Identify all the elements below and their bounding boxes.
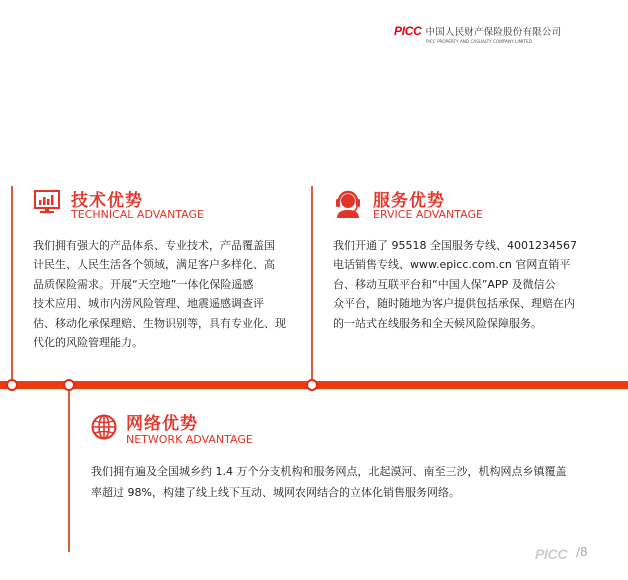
network-subtitle: NETWORK ADVANTAGE <box>126 433 253 446</box>
picc-logo: PICC <box>394 24 422 38</box>
header-logo-row <box>394 24 594 38</box>
technical-body <box>33 236 286 352</box>
footer-picc-logo: PICC <box>535 546 568 562</box>
network-body <box>91 461 566 503</box>
service-line: 我们开通了 95518 全国服务专线、4001234567 <box>333 239 577 252</box>
technical-title: 技术优势 <box>71 191 143 211</box>
technical-line: 我们拥有强大的产品体系、专业技术，产品覆盖国 <box>33 239 275 252</box>
globe-icon <box>91 414 117 440</box>
company-name-en: PICC PROPERTY AND CASUALTY COMPANY LIMITED <box>426 39 532 44</box>
service-subtitle: ERVICE ADVANTAGE <box>373 208 483 221</box>
service-body <box>333 236 577 333</box>
timeline-dot <box>306 379 318 391</box>
service-line: 台、移动互联平台和“中国人保”APP 及微信公 <box>333 277 556 291</box>
company-name-cn: 中国人民财产保险股份有限公司 <box>425 27 562 38</box>
service-line: 电话销售专线、www.epicc.com.cn 官网直销平 <box>333 258 571 272</box>
timeline-dot <box>6 379 18 391</box>
customer-service-icon <box>333 186 363 218</box>
network-line: 率超过 98%，构建了线上线下互动、城网农网结合的立体化销售服务网络。 <box>91 486 460 499</box>
technical-line: 品质保险需求。开展“天空地”一体化保险遥感 <box>33 277 254 291</box>
technical-line: 代化的风险管理能力。 <box>33 336 143 350</box>
monitor-chart-icon <box>34 190 60 214</box>
service-line: 的一站式在线服务和全天候风险保障服务。 <box>333 316 542 330</box>
technical-line: 估、移动化承保理赔、生物识别等，具有专业化、现 <box>33 316 286 330</box>
divider-technical <box>11 186 13 382</box>
network-title: 网络优势 <box>126 414 198 434</box>
network-line: 我们拥有遍及全国城乡约 1.4 万个分支机构和服务网点，北起漠河、南至三沙，机构网点乡镇覆盖 <box>91 465 567 478</box>
page-number: /8 <box>576 545 588 559</box>
technical-line: 技术应用、城市内涝风险管理、地震遥感调查评 <box>33 297 264 311</box>
timeline-dot <box>63 379 75 391</box>
service-title: 服务优势 <box>373 191 445 211</box>
divider-network <box>68 388 70 552</box>
service-line: 众平台，随时随地为客户提供包括承保、理赔在内 <box>333 297 575 311</box>
header <box>394 24 594 46</box>
technical-line: 计民生、人民生活各个领域，满足客户多样化、高 <box>33 258 275 272</box>
technical-subtitle: TECHNICAL ADVANTAGE <box>71 208 204 221</box>
divider-service <box>311 186 313 382</box>
